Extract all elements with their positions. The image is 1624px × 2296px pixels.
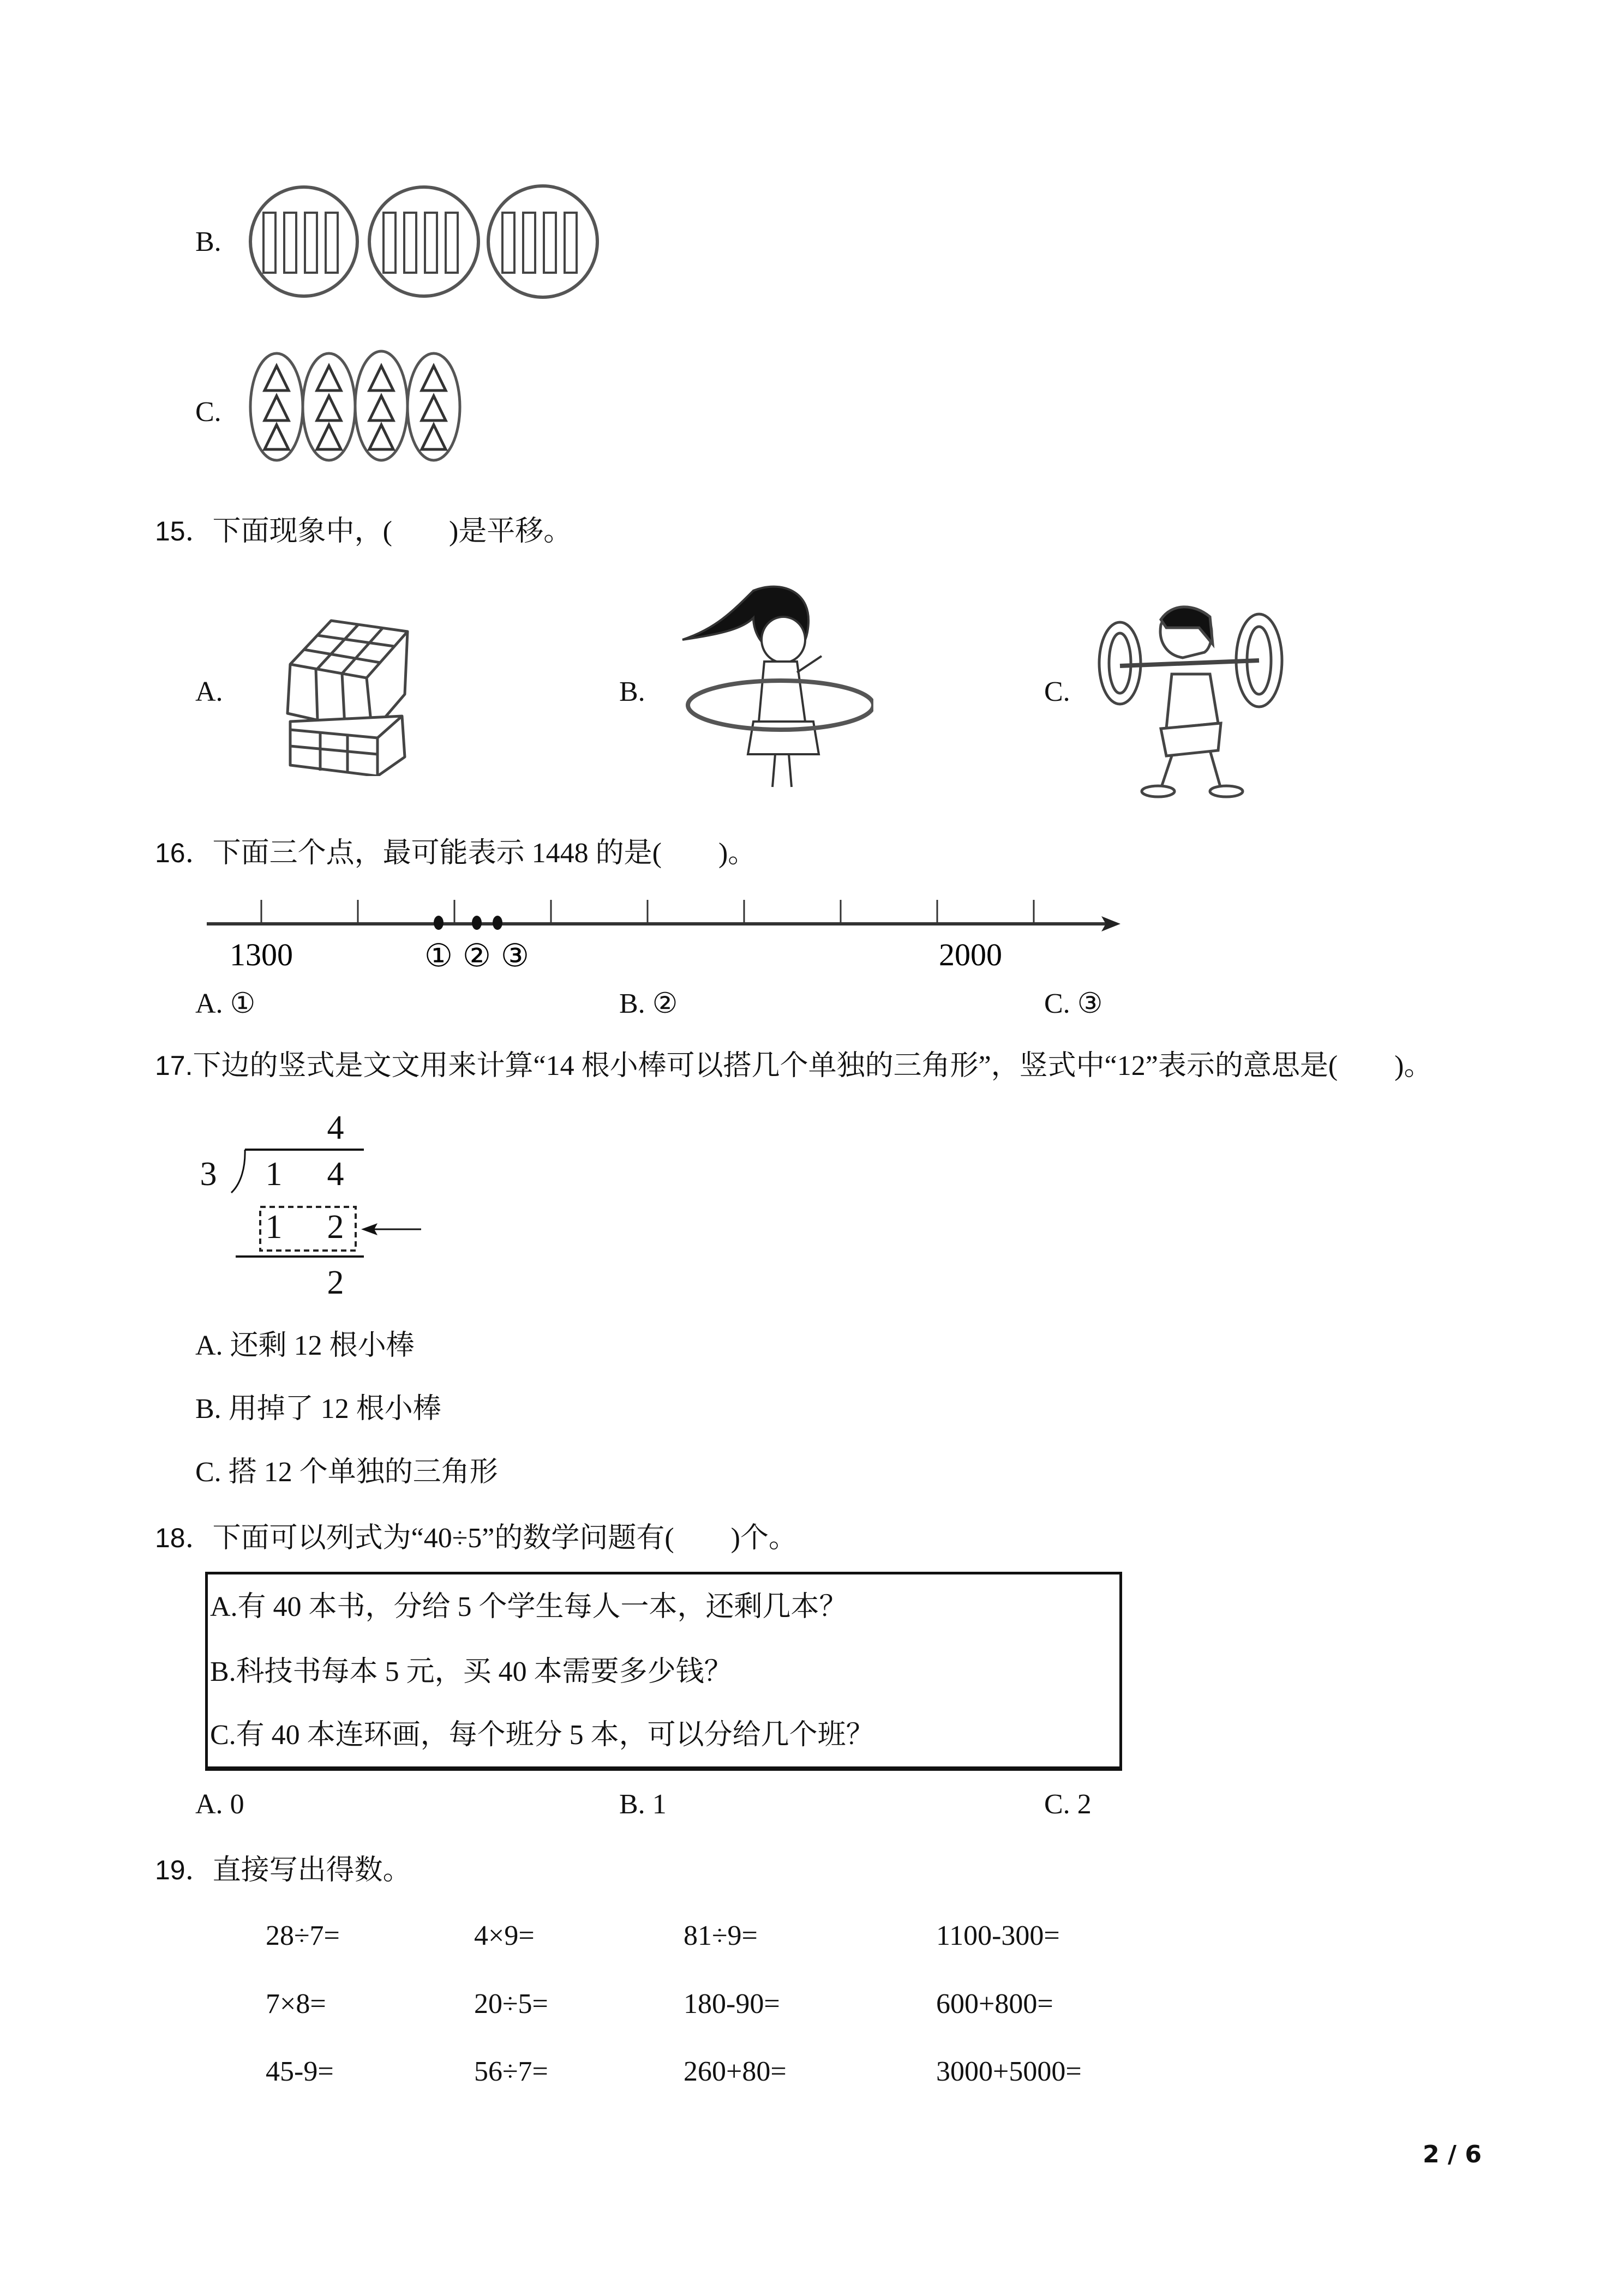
q14-option-b-label: B. (195, 226, 221, 257)
stick-icon (544, 213, 556, 273)
point-label-2: ② (463, 937, 491, 974)
calc-item: 1100-300= (936, 1920, 1060, 1951)
q14-option-c-label: C. (195, 396, 221, 428)
option-label: C. (1044, 1789, 1070, 1820)
option-text: 1 (652, 1789, 667, 1820)
option-text: 0 (230, 1789, 244, 1820)
q16-option-a[interactable] (195, 987, 255, 1020)
q14-option-c-figure (248, 350, 466, 464)
q17-option-c[interactable] (195, 1456, 498, 1489)
question-stem: 直接写出得数。 (212, 1855, 411, 1886)
long-division-figure (192, 1107, 427, 1309)
triangle-icon (422, 425, 446, 449)
option-label: A. (195, 1330, 223, 1361)
number-line-point-3 (493, 916, 502, 930)
stick-icon (523, 213, 535, 273)
triangle-icon (317, 366, 341, 390)
question-number: 17. (155, 1050, 193, 1081)
option-label: C. (195, 1457, 221, 1488)
stick-icon (565, 213, 577, 273)
q16-option-b[interactable] (619, 987, 678, 1020)
calc-item: 45-9= (266, 2056, 334, 2087)
box-line-b: B.科技书每本 5 元，买 40 本需要多少钱？ (210, 1656, 733, 1687)
option-text: 搭 12 个单独的三角形 (228, 1457, 498, 1488)
stick-icon (383, 213, 395, 273)
calc-item: 260+80= (684, 2056, 787, 2087)
q18-problem-box (205, 1572, 1122, 1771)
question-18 (155, 1522, 797, 1555)
question-16 (155, 837, 756, 870)
question-number: 18． (155, 1523, 213, 1553)
q16-option-c[interactable] (1044, 987, 1102, 1020)
triangle-icon (422, 396, 446, 420)
stick-icon (446, 213, 458, 273)
stick-icon (284, 213, 296, 273)
remainder: 2 (327, 1264, 344, 1301)
stick-icon (404, 213, 416, 273)
option-label: B. (619, 988, 645, 1019)
q17-option-a[interactable] (195, 1330, 415, 1362)
question-17 (155, 1049, 1432, 1083)
point-label-3: ③ (501, 937, 529, 974)
stick-icon (263, 213, 275, 273)
option-label: C. (1044, 988, 1070, 1019)
product-digit: 1 (265, 1209, 283, 1246)
q15-option-a-label: A. (195, 676, 223, 707)
page-number: 2 / 6 (1423, 2141, 1482, 2168)
triangle-icon (369, 396, 393, 420)
triangle-icon (265, 425, 289, 449)
stick-icon (502, 213, 514, 273)
weightlifting-boy-figure (1095, 598, 1286, 800)
question-stem: 下面现象中，( )是平移。 (212, 516, 572, 547)
option-label: A. (195, 988, 223, 1019)
dividend-digit: 1 (265, 1156, 283, 1193)
hula-hoop-girl-figure (672, 580, 873, 795)
stick-icon (326, 213, 338, 273)
box-line-a: A.有 40 本书，分给 5 个学生每人一本，还剩几本？ (210, 1591, 848, 1622)
question-number: 16． (155, 838, 213, 868)
number-line-label-end: 2000 (939, 937, 1002, 972)
question-stem: 下边的竖式是文文用来计算“14 根小棒可以搭几个单独的三角形”，竖式中“12”表示的意思是( )。 (193, 1050, 1433, 1081)
option-text: 2 (1077, 1789, 1092, 1820)
calc-item: 600+800= (936, 1988, 1053, 2019)
question-number: 19． (155, 1855, 213, 1885)
rubik-cube-figure (266, 612, 440, 776)
q18-option-a[interactable] (195, 1788, 244, 1821)
option-text: ③ (1077, 987, 1103, 1020)
calc-item: 3000+5000= (936, 2056, 1082, 2087)
stick-icon (425, 213, 437, 273)
calc-item: 180-90= (684, 1988, 780, 2019)
option-label: B. (195, 1393, 221, 1425)
q18-option-c[interactable] (1044, 1788, 1092, 1821)
triangle-icon (317, 396, 341, 420)
calc-item: 56÷7= (474, 2056, 548, 2087)
product-digit: 2 (327, 1209, 344, 1246)
calc-item: 20÷5= (474, 1988, 548, 2019)
q15-option-c-label: C. (1044, 676, 1070, 707)
q17-option-b[interactable] (195, 1393, 441, 1426)
option-text: 用掉了 12 根小棒 (228, 1393, 441, 1425)
number-line-label-start: 1300 (230, 937, 293, 972)
option-text: ① (230, 987, 256, 1020)
question-19 (155, 1854, 411, 1887)
number-line-point-1 (434, 916, 444, 930)
triangle-icon (422, 366, 446, 390)
box-line-c: C.有 40 本连环画，每个班分 5 本，可以分给几个班？ (210, 1720, 874, 1751)
divisor: 3 (200, 1156, 217, 1193)
dividend-digit: 4 (327, 1156, 344, 1193)
calc-item: 4×9= (474, 1920, 535, 1951)
q15-option-b-label: B. (619, 676, 645, 707)
point-label-1: ① (424, 937, 453, 974)
option-label: A. (195, 1789, 223, 1820)
q14-option-b-figure (248, 184, 600, 299)
question-stem: 下面可以列式为“40÷5”的数学问题有( )个。 (212, 1523, 797, 1554)
triangle-icon (317, 425, 341, 449)
question-15 (155, 515, 572, 548)
triangle-icon (265, 366, 289, 390)
number-line-point-2 (472, 916, 482, 930)
triangle-icon (265, 396, 289, 420)
calc-item: 81÷9= (684, 1920, 758, 1951)
quotient: 4 (327, 1109, 344, 1146)
option-text: 还剩 12 根小棒 (230, 1330, 415, 1361)
number-line (207, 883, 1123, 976)
calc-item: 7×8= (266, 1988, 326, 2019)
q18-option-b[interactable] (619, 1788, 667, 1821)
stick-icon (305, 213, 317, 273)
triangle-icon (369, 425, 393, 449)
triangle-icon (369, 366, 393, 390)
question-stem: 下面三个点，最可能表示 1448 的是( )。 (212, 838, 757, 869)
question-number: 15． (155, 516, 213, 546)
calc-item: 28÷7= (266, 1920, 340, 1951)
option-text: ② (652, 987, 678, 1020)
option-label: B. (619, 1789, 645, 1820)
